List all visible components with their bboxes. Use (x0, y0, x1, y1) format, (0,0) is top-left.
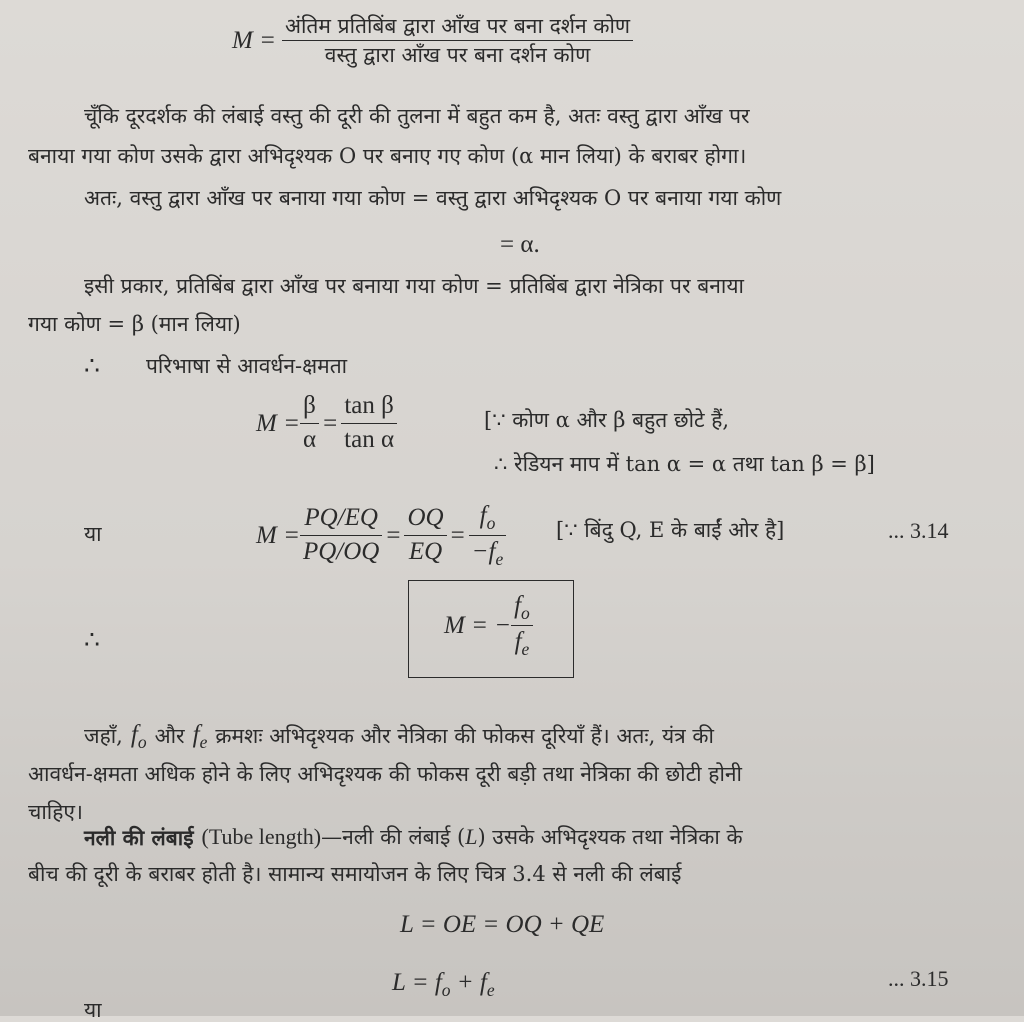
boxed-equation (444, 592, 533, 659)
eq314-f3-num: $f_o$ (479, 502, 496, 533)
boxed-den: $f_e$ (514, 628, 530, 660)
para4-aur: और (154, 724, 185, 749)
eq314-f3-den: $-f_e$ (471, 538, 504, 570)
eq315-number: ... 3.15 (888, 966, 949, 991)
para3-line2: गया कोण = β (मान लिया) (28, 312, 241, 336)
eq-L1: L = OE = OQ + QE (400, 911, 605, 938)
tan-ratio (341, 392, 397, 455)
fraction-bar (404, 535, 446, 536)
equals-sign: = (450, 522, 465, 550)
tube-heading: नली की लंबाई (84, 824, 194, 850)
eq314-f2-num: OQ (407, 504, 444, 532)
formula-lhs: M = (232, 27, 276, 55)
para1-line1: चूँकि दूरदर्शक की लंबाई वस्तु की दूरी की तुलना में बहुत कम है, अतः वस्तु द्वारा आँख पर (84, 104, 750, 128)
eq314-fraction3 (469, 502, 507, 569)
tube-length-line1 (84, 826, 743, 848)
para1-line2: बनाया गया कोण उसके द्वारा अभिदृश्यक O पर बनाए गए कोण (α मान लिया) के बराबर होगा। (28, 144, 747, 168)
ratio-note1: [∵ कोण α और β बहुत छोटे हैं, (484, 408, 730, 432)
eq314-number: ... 3.14 (888, 518, 949, 543)
equals-sign: = (323, 409, 338, 437)
formula-denominator: वस्तु द्वारा आँख पर बना दर्शन कोण (324, 43, 591, 68)
fraction-bar (511, 625, 533, 626)
para4-rest: क्रमशः अभिदृश्यक और नेत्रिका की फोकस दूरियाँ हैं। अतः, यंत्र की (215, 724, 714, 749)
tube-heading-en: (Tube length) (201, 824, 322, 849)
bottom-ya: या (84, 998, 102, 1022)
para3-line1: इसी प्रकार, प्रतिबिंब द्वारा आँख पर बनाया गया कोण = प्रतिबिंब द्वारा नेत्रिका पर बनाया (84, 274, 744, 298)
equation-3-14 (256, 502, 506, 569)
ratio-lhs: M = (256, 409, 300, 437)
eq314-note: [∵ बिंदु Q, E के बाईं ओर है] (556, 518, 785, 542)
therefore-symbol-2: ∴ (84, 627, 100, 654)
beta-over-alpha (300, 392, 319, 455)
fe-symbol: $f_e$ (192, 721, 208, 752)
magnification-definition-formula (232, 14, 633, 67)
fo-symbol: $f_o$ (130, 721, 147, 752)
eq314-fraction2 (404, 504, 446, 567)
fraction-bar (300, 535, 382, 536)
fraction-bar (469, 535, 507, 536)
ratio-equation (256, 392, 397, 455)
tube-text-a: —नली की लंबाई ( (321, 824, 466, 849)
equals-sign: = (386, 522, 401, 550)
fraction-bar (300, 423, 319, 424)
ratio-note2: ∴ रेडियन माप में tan α = α तथा tan β = β] (494, 452, 875, 476)
ratio-f2-num: tan β (344, 392, 394, 419)
ratio-f1-num: β (303, 392, 316, 419)
formula-fraction (282, 14, 633, 67)
ratio-f2-den: tan α (344, 425, 395, 453)
para4-line2: आवर्धन-क्षमता अधिक होने के लिए अभिदृश्यक की फोकस दूरी बड़ी तथा नेत्रिका की छोटी होनी (28, 762, 742, 786)
ratio-f1-den: α (302, 425, 317, 453)
tube-text-b: ) उसके अभिदृश्यक तथा नेत्रिका के (477, 824, 743, 849)
definition-text: परिभाषा से आवर्धन-क्षमता (146, 354, 348, 378)
tube-L: L (465, 824, 478, 849)
para4-jahan: जहाँ, (84, 724, 123, 749)
eq314-lhs: M = (256, 522, 300, 550)
fraction-bar (341, 423, 397, 424)
para2-line2: = α. (500, 231, 540, 258)
para4-line1 (84, 722, 714, 752)
para2-line1: अतः, वस्तु द्वारा आँख पर बनाया गया कोण = वस्तु द्वारा अभिदृश्यक O पर बनाया गया कोण (84, 186, 782, 210)
formula-numerator: अंतिम प्रतिबिंब द्वारा आँख पर बना दर्शन कोण (284, 14, 631, 38)
fraction-bar (282, 40, 633, 41)
eq314-fraction1 (300, 504, 382, 567)
eq314-f1-den: PQ/OQ (302, 538, 380, 566)
boxed-num: $f_o$ (514, 592, 530, 623)
boxed-lhs: M = − (444, 612, 512, 640)
tube-length-line2: बीच की दूरी के बराबर होती है। सामान्य समायोजन के लिए चित्र 3.4 से नली की लंबाई (28, 862, 682, 886)
eq314-f2-den: EQ (408, 538, 443, 566)
therefore-symbol: ∴ (84, 353, 100, 380)
eq-L2: $L = f_o + f_e$ (392, 969, 495, 1000)
eq314-f1-num: PQ/EQ (304, 504, 378, 532)
boxed-fraction (511, 592, 533, 659)
ya-label: या (84, 522, 102, 546)
para4-line3: चाहिए। (28, 800, 83, 824)
